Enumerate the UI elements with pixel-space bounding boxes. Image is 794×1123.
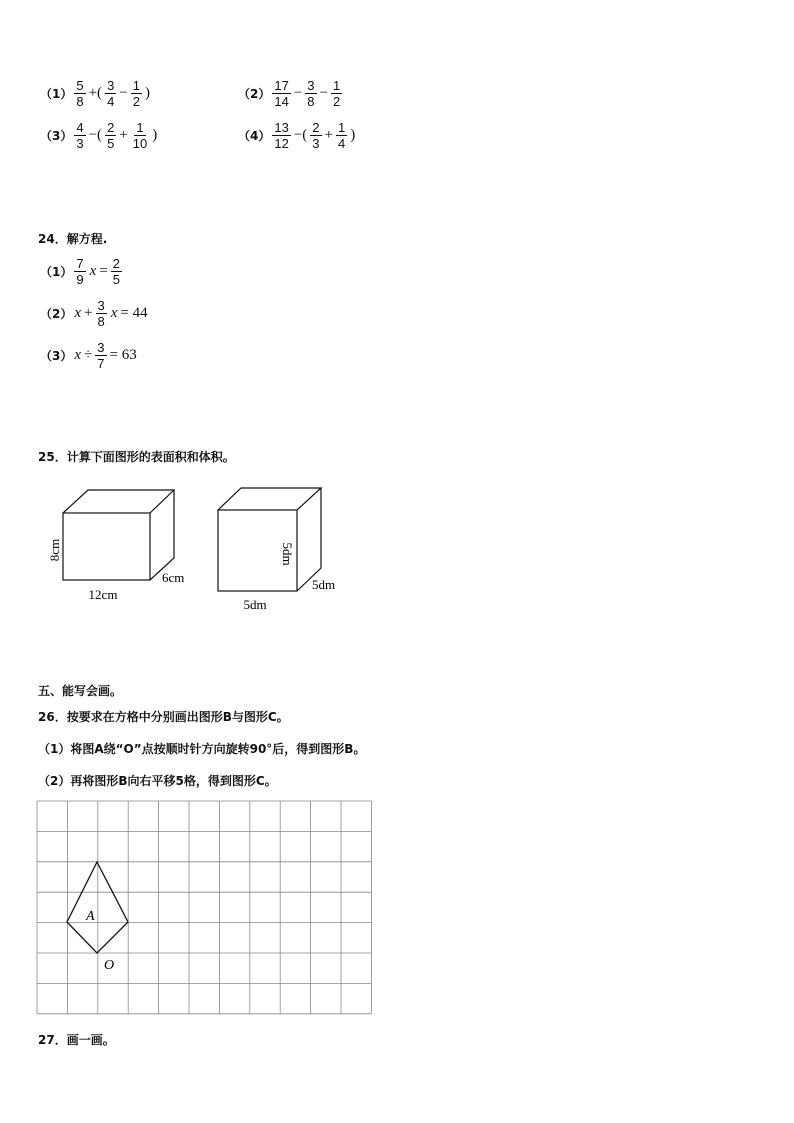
q23-item-2 [238, 78, 346, 109]
fraction: $\frac{17}{14}$ [274, 78, 289, 109]
item-label: （2） [238, 87, 271, 101]
item-label: （4） [238, 129, 271, 143]
q23-item-4 [238, 120, 356, 151]
q24-equation-3 [40, 340, 138, 371]
item-label: （2） [40, 307, 73, 321]
fraction: $\frac{3}{8}$ [97, 298, 105, 329]
fraction: $\frac{13}{12}$ [274, 120, 289, 151]
fraction: $\frac{7}{9}$ [76, 256, 84, 287]
fraction: $\frac{2}{3}$ [312, 120, 320, 151]
cuboid-top-face [63, 490, 174, 513]
item-label: （1） [40, 87, 73, 101]
q24-equation-2 [40, 298, 149, 329]
cuboid-side-face [150, 490, 174, 580]
fraction: $\frac{1}{4}$ [338, 120, 346, 151]
equation: $\frac{7}{9}$ x = $\frac{2}{5}$ [76, 256, 120, 287]
expression: $\frac{4}{3}$ −( $\frac{2}{5}$ + $\frac{1}{10}$ ) [76, 120, 158, 151]
fraction: $\frac{1}{2}$ [333, 78, 341, 109]
expression: $\frac{13}{12}$ −( $\frac{2}{3}$ + $\frac{1}{4}$ ) [274, 120, 356, 151]
fraction: $\frac{1}{2}$ [132, 78, 140, 109]
q27-title: 27．画一画。 [38, 1033, 115, 1047]
fraction: $\frac{5}{8}$ [76, 78, 84, 109]
q24-equation-1 [40, 256, 124, 287]
fraction: $\frac{3}{7}$ [97, 340, 105, 371]
shape-a-label: A [86, 909, 95, 924]
square-grid [36, 800, 376, 1016]
point-o-label: O [104, 958, 115, 973]
fraction: $\frac{2}{5}$ [107, 120, 115, 151]
cuboid-length-label: 12cm [88, 587, 118, 602]
fraction: $\frac{3}{8}$ [307, 78, 315, 109]
equation: x ÷ $\frac{3}{7}$ = 63 [74, 340, 137, 371]
expression: $\frac{17}{14}$ − $\frac{3}{8}$ − $\frac{1}{2}$ [274, 78, 341, 109]
q26-title: 26．按要求在方格中分别画出图形B与图形C。 [38, 710, 289, 724]
q23-item-1 [40, 78, 151, 109]
q24-title: 24．解方程. [38, 232, 108, 246]
cube-figure [218, 488, 321, 591]
q23-item-3 [40, 120, 158, 151]
cuboid-width-label: 6cm [162, 570, 185, 585]
q26-step-2: （2）再将图形B向右平移5格，得到图形C。 [38, 774, 277, 788]
item-label: （1） [40, 265, 73, 279]
cube-side-edge-label: 5dm [312, 577, 336, 592]
cuboid-front-face [63, 513, 150, 580]
fraction: $\frac{1}{10}$ [132, 120, 148, 151]
cuboid-figure [63, 490, 174, 580]
fraction: $\frac{3}{4}$ [107, 78, 115, 109]
expression: $\frac{5}{8}$ +( $\frac{3}{4}$ − $\frac{1}{2}$ ) [76, 78, 150, 109]
cube-side-face [297, 488, 321, 591]
q26-step-1: （1）将图A绕“O”点按顺时针方向旋转90°后，得到图形B。 [38, 742, 366, 756]
fraction: $\frac{2}{5}$ [112, 256, 120, 287]
item-label: （3） [40, 349, 73, 363]
fraction: $\frac{4}{3}$ [76, 120, 84, 151]
q25-figures [0, 480, 400, 620]
cube-front-edge-label: 5dm [280, 542, 295, 566]
cube-top-face [218, 488, 321, 510]
section-5-title: 五、能写会画。 [38, 684, 123, 698]
cube-bottom-edge-label: 5dm [243, 597, 267, 612]
item-label: （3） [40, 129, 73, 143]
equation: x + $\frac{3}{8}$ x = 44 [74, 298, 148, 329]
q25-title: 25．计算下面图形的表面积和体积。 [38, 450, 235, 464]
grid-lines [37, 801, 371, 1014]
cuboid-height-label: 8cm [47, 538, 62, 562]
